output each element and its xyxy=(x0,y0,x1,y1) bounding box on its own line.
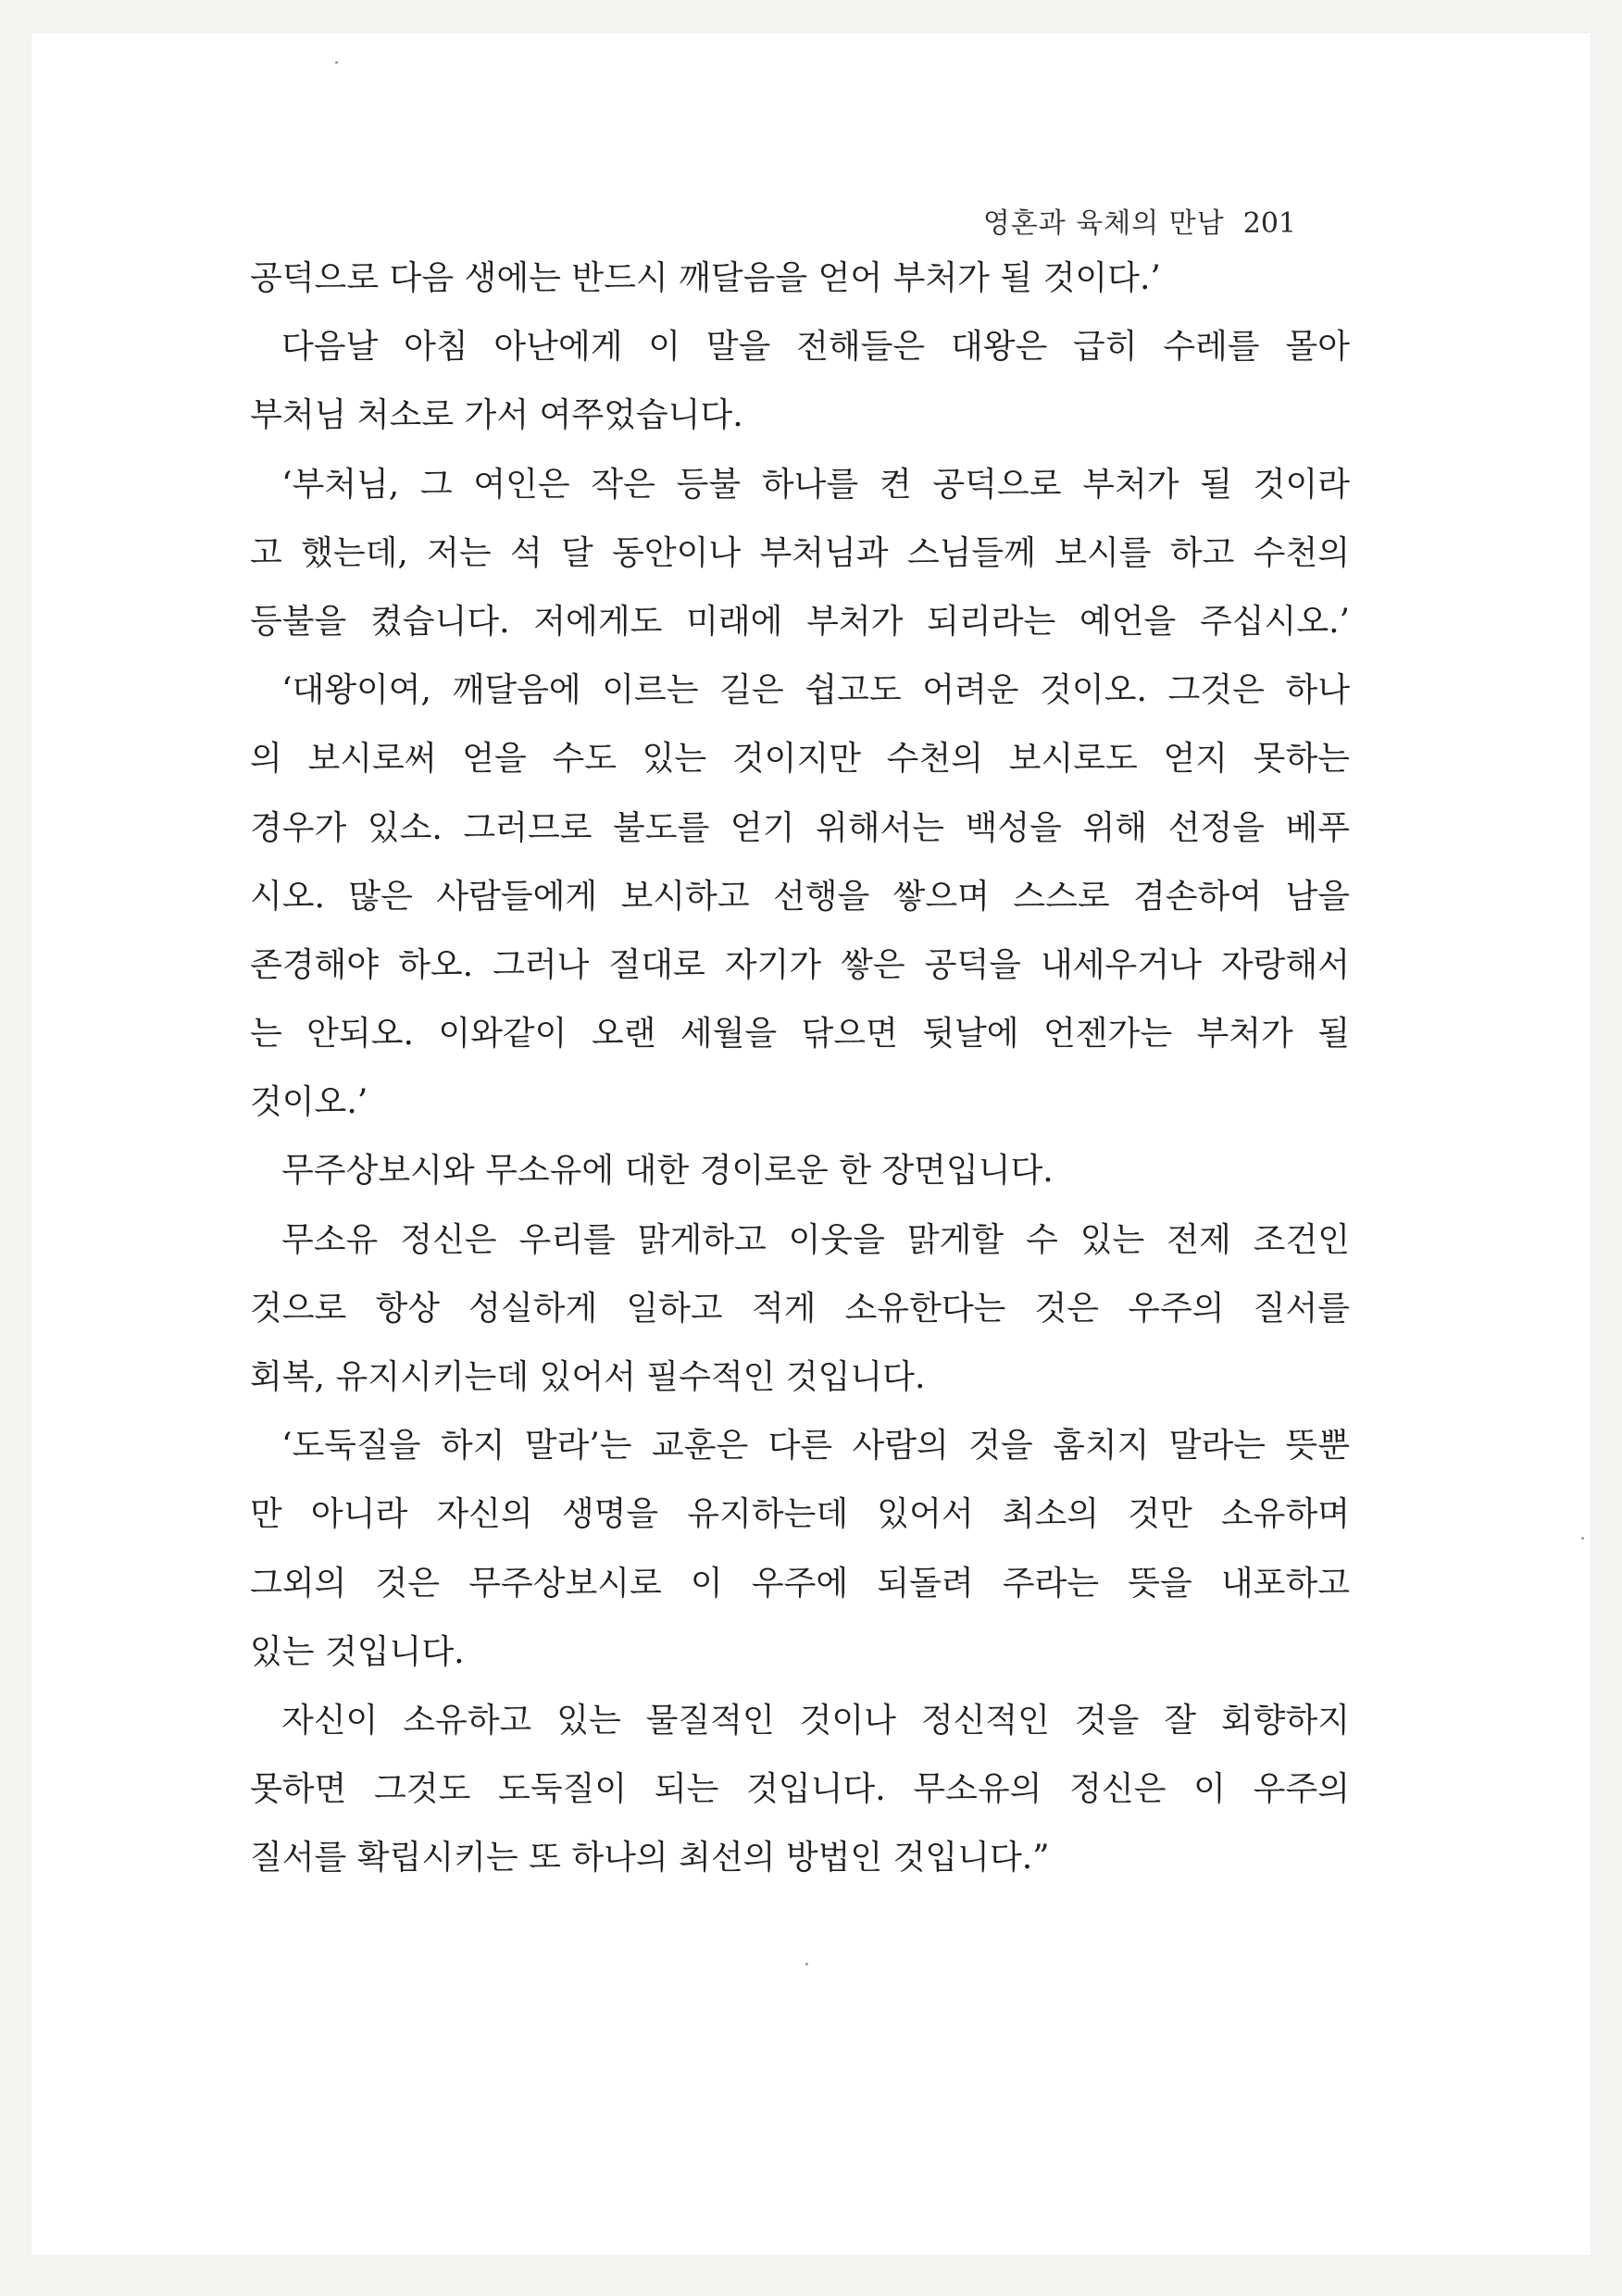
text-line: 의 보시로써 얻을 수도 있는 것이지만 수천의 보시로도 얻지 못하는 xyxy=(250,740,1350,779)
text-line: 만 아니라 자신의 생명을 유지하는데 있어서 최소의 것만 소유하며 xyxy=(250,1495,1350,1534)
scan-speck xyxy=(805,1963,808,1965)
text-line: 고 했는데, 저는 석 달 동안이나 부처님과 스님들께 보시를 하고 수천의 xyxy=(250,533,1350,572)
running-header-title: 영혼과 육체의 만남 xyxy=(982,207,1225,240)
text-line: ‘도둑질을 하지 말라’는 교훈은 다른 사람의 것을 훔치지 말라는 뜻뿐 xyxy=(281,1427,1350,1466)
text-line: 무주상보시와 무소유에 대한 경이로운 한 장면입니다. xyxy=(281,1152,1054,1191)
body-text xyxy=(250,244,1350,1893)
text-line: 존경해야 하오. 그러나 절대로 자기가 쌓은 공덕을 내세우거나 자랑해서 xyxy=(250,945,1350,984)
page-number: 201 xyxy=(1242,207,1296,240)
text-line: 부처님 처소로 가서 여쭈었습니다. xyxy=(250,396,743,435)
text-line: 있는 것입니다. xyxy=(250,1632,465,1671)
text-line: ‘대왕이여, 깨달음에 이르는 길은 쉽고도 어려운 것이오. 그것은 하나 xyxy=(281,671,1350,710)
scan-speck xyxy=(335,61,338,64)
text-line: 회복, 유지시키는데 있어서 필수적인 것입니다. xyxy=(250,1358,926,1396)
text-line: 질서를 확립시키는 또 하나의 최선의 방법인 것입니다.” xyxy=(250,1839,1050,1878)
text-line: 자신이 소유하고 있는 물질적인 것이나 정신적인 것을 잘 회향하지 xyxy=(281,1701,1350,1740)
text-line: 것이오.’ xyxy=(250,1083,368,1122)
text-line: ‘부처님, 그 여인은 작은 등불 하나를 켠 공덕으로 부처가 될 것이라 xyxy=(281,465,1350,504)
text-line: 는 안되오. 이와같이 오랜 세월을 닦으면 뒷날에 언젠가는 부처가 될 xyxy=(250,1015,1350,1054)
text-line: 못하면 그것도 도둑질이 되는 것입니다. 무소유의 정신은 이 우주의 xyxy=(250,1770,1350,1809)
text-line: 등불을 켰습니다. 저에게도 미래에 부처가 되리라는 예언을 주십시오.’ xyxy=(250,602,1350,641)
text-line: 다음날 아침 아난에게 이 말을 전해들은 대왕은 급히 수레를 몰아 xyxy=(281,328,1350,367)
text-line: 경우가 있소. 그러므로 불도를 얻기 위해서는 백성을 위해 선정을 베푸 xyxy=(250,808,1350,847)
text-line: 공덕으로 다음 생에는 반드시 깨달음을 얻어 부처가 될 것이다.’ xyxy=(250,259,1161,297)
text-line: 무소유 정신은 우리를 맑게하고 이웃을 맑게할 수 있는 전제 조건인 xyxy=(281,1220,1350,1259)
scan-speck xyxy=(1581,1537,1584,1540)
text-line: 시오. 많은 사람들에게 보시하고 선행을 쌓으며 스스로 겸손하여 남을 xyxy=(250,877,1350,916)
text-line: 것으로 항상 성실하게 일하고 적게 소유한다는 것은 우주의 질서를 xyxy=(250,1289,1350,1328)
text-line: 그외의 것은 무주상보시로 이 우주에 되돌려 주라는 뜻을 내포하고 xyxy=(250,1564,1350,1603)
running-header xyxy=(983,206,1296,243)
